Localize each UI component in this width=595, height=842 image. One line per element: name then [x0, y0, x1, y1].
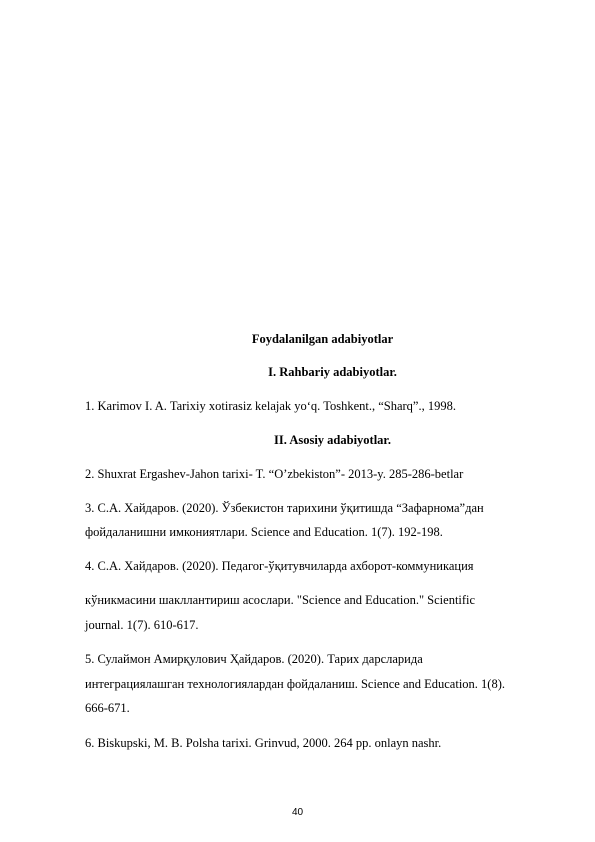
reference-4-line-3: journal. 1(7). 610-617. — [85, 618, 199, 632]
reference-5-line-2: интеграциялашган технологиялардан фойдаланиш. Science and Education. 1(8). — [85, 677, 506, 691]
reference-2: 2. Shuxrat Ergashev-Jahon tarixi- T. “O’zbekiston”- 2013-y. 285-286-betlar — [85, 467, 464, 481]
reference-3-line-2: фойдаланишни имкониятлари. Science and Education. 1(7). 192-198. — [85, 525, 443, 539]
reference-6: 6. Biskupski, M. B. Polsha tarixi. Grinvud, 2000. 264 pp. onlayn nashr. — [85, 736, 442, 750]
reference-4-line-2: кўникмасини шакллантириш асослари. "Science and Education." Scientific — [85, 593, 476, 607]
reference-3-line-1: 3. С.А. Хайдаров. (2020). Ўзбекистон тарихини ўқитишда “Зафарнома”дан — [85, 501, 484, 515]
reference-5-line-1: 5. Сулаймон Амирқулович Ҳайдаров. (2020). Тарих дарсларида — [85, 652, 423, 666]
reference-5-line-3: 666-671. — [85, 701, 130, 715]
page-number: 40 — [291, 807, 304, 818]
section-heading-main-literature: II. Asosiy adabiyotlar. — [274, 433, 391, 447]
reference-4-line-1: 4. С.А. Хайдаров. (2020). Педагог-ўқитувчиларда ахборот-коммуникация — [85, 559, 474, 573]
references-title: Foydalanilgan adabiyotlar — [251, 332, 394, 346]
section-heading-guiding-literature: I. Rahbariy adabiyotlar. — [268, 365, 397, 379]
reference-1: 1. Karimov I. A. Tarixiy xotirasiz kelajak yo‘q. Toshkent., “Sharq”., 1998. — [85, 399, 456, 413]
